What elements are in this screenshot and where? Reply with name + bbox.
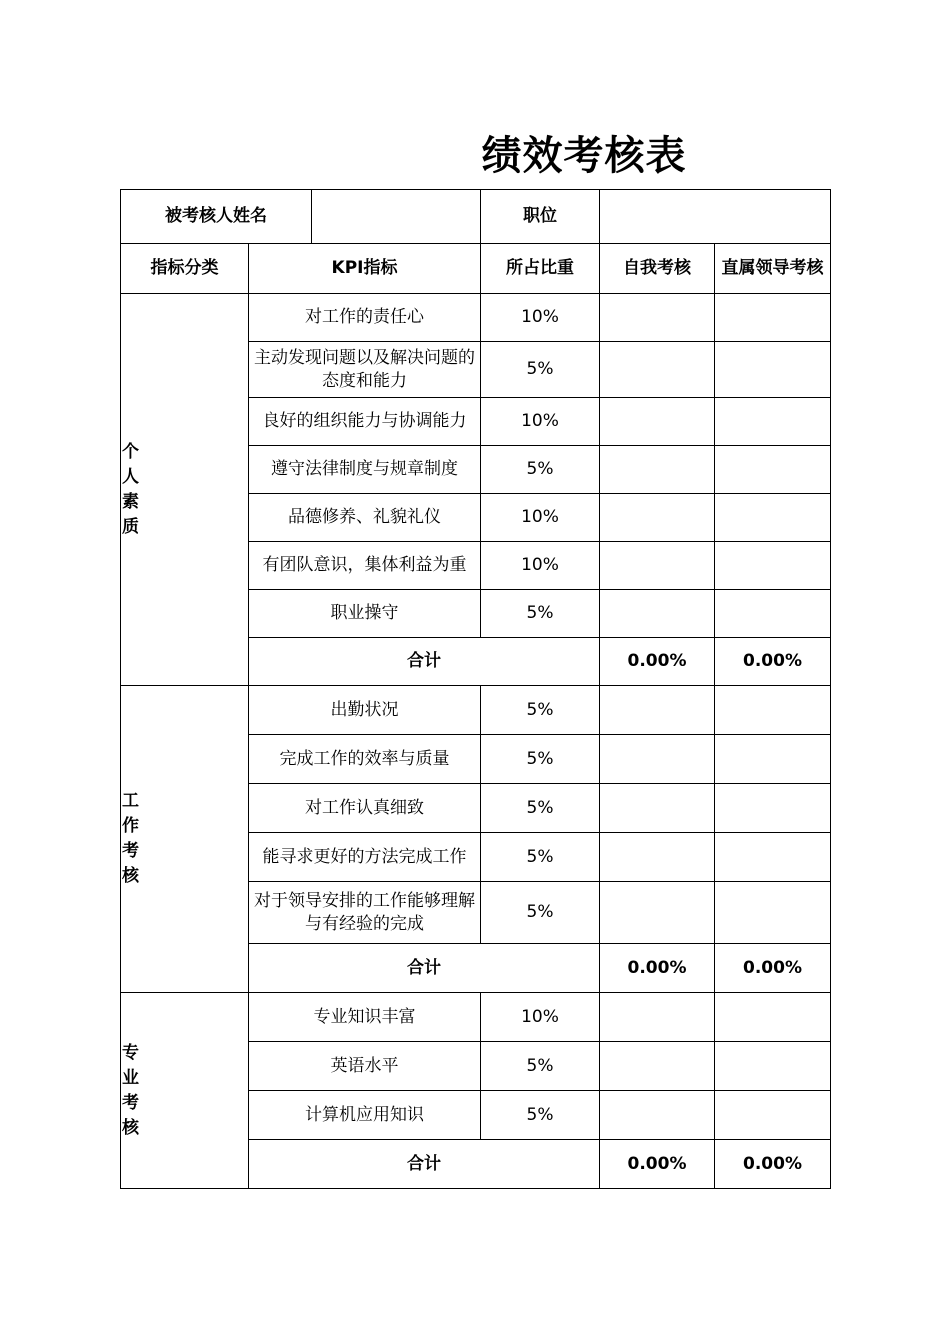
self-score-cell[interactable] [600, 1091, 715, 1140]
weight-cell: 10% [481, 542, 600, 590]
self-score-cell[interactable] [600, 833, 715, 882]
self-score-cell[interactable] [600, 542, 715, 590]
self-score-cell[interactable] [600, 342, 715, 398]
self-score-cell[interactable] [600, 446, 715, 494]
subtotal-self: 0.00% [600, 1140, 715, 1189]
leader-score-cell[interactable] [715, 833, 831, 882]
performance-table [120, 189, 831, 1189]
subtotal-label: 合计 [249, 944, 600, 993]
weight-cell: 5% [481, 590, 600, 638]
leader-score-cell[interactable] [715, 735, 831, 784]
category-work-assessment: 工作考核 [121, 686, 249, 993]
self-score-cell[interactable] [600, 735, 715, 784]
table-row [121, 993, 831, 1042]
subtotal-self: 0.00% [600, 638, 715, 686]
kpi-cell: 完成工作的效率与质量 [249, 735, 481, 784]
self-score-cell[interactable] [600, 494, 715, 542]
self-score-cell[interactable] [600, 882, 715, 944]
weight-cell: 5% [481, 735, 600, 784]
category-professional-assessment: 专业考核 [121, 993, 249, 1189]
leader-score-cell[interactable] [715, 542, 831, 590]
subtotal-label: 合计 [249, 638, 600, 686]
kpi-cell: 主动发现问题以及解决问题的态度和能力 [249, 342, 481, 398]
name-value-cell[interactable] [312, 190, 481, 244]
kpi-cell: 遵守法律制度与规章制度 [249, 446, 481, 494]
kpi-cell: 英语水平 [249, 1042, 481, 1091]
page-title: 绩效考核表 [481, 133, 687, 179]
weight-cell: 5% [481, 1042, 600, 1091]
kpi-cell: 有团队意识，集体利益为重 [249, 542, 481, 590]
self-score-cell[interactable] [600, 1042, 715, 1091]
leader-score-cell[interactable] [715, 1042, 831, 1091]
self-score-cell[interactable] [600, 590, 715, 638]
weight-cell: 5% [481, 446, 600, 494]
self-score-cell[interactable] [600, 993, 715, 1042]
info-row [121, 190, 831, 244]
leader-score-cell[interactable] [715, 294, 831, 342]
col-header-kpi: KPI指标 [249, 244, 481, 294]
subtotal-leader: 0.00% [715, 944, 831, 993]
leader-score-cell[interactable] [715, 993, 831, 1042]
col-header-leader: 直属领导考核 [715, 244, 831, 294]
leader-score-cell[interactable] [715, 494, 831, 542]
weight-cell: 5% [481, 686, 600, 735]
position-label: 职位 [481, 190, 600, 244]
weight-cell: 10% [481, 294, 600, 342]
subtotal-label: 合计 [249, 1140, 600, 1189]
leader-score-cell[interactable] [715, 398, 831, 446]
kpi-cell: 计算机应用知识 [249, 1091, 481, 1140]
position-value-cell[interactable] [600, 190, 831, 244]
self-score-cell[interactable] [600, 784, 715, 833]
table-row [121, 686, 831, 735]
leader-score-cell[interactable] [715, 446, 831, 494]
subtotal-leader: 0.00% [715, 638, 831, 686]
kpi-cell: 出勤状况 [249, 686, 481, 735]
weight-cell: 10% [481, 993, 600, 1042]
weight-cell: 5% [481, 882, 600, 944]
self-score-cell[interactable] [600, 294, 715, 342]
leader-score-cell[interactable] [715, 1091, 831, 1140]
kpi-cell: 职业操守 [249, 590, 481, 638]
weight-cell: 5% [481, 784, 600, 833]
kpi-cell: 对工作的责任心 [249, 294, 481, 342]
column-header-row [121, 244, 831, 294]
category-personal-quality: 个人素质 [121, 294, 249, 686]
subtotal-self: 0.00% [600, 944, 715, 993]
col-header-self: 自我考核 [600, 244, 715, 294]
leader-score-cell[interactable] [715, 686, 831, 735]
col-header-weight: 所占比重 [481, 244, 600, 294]
kpi-cell: 对工作认真细致 [249, 784, 481, 833]
weight-cell: 5% [481, 1091, 600, 1140]
kpi-cell: 专业知识丰富 [249, 993, 481, 1042]
leader-score-cell[interactable] [715, 590, 831, 638]
subtotal-leader: 0.00% [715, 1140, 831, 1189]
self-score-cell[interactable] [600, 686, 715, 735]
leader-score-cell[interactable] [715, 882, 831, 944]
kpi-cell: 品德修养、礼貌礼仪 [249, 494, 481, 542]
leader-score-cell[interactable] [715, 342, 831, 398]
col-header-category: 指标分类 [121, 244, 249, 294]
kpi-cell: 良好的组织能力与协调能力 [249, 398, 481, 446]
weight-cell: 10% [481, 494, 600, 542]
kpi-cell: 对于领导安排的工作能够理解与有经验的完成 [249, 882, 481, 944]
kpi-cell: 能寻求更好的方法完成工作 [249, 833, 481, 882]
self-score-cell[interactable] [600, 398, 715, 446]
weight-cell: 5% [481, 342, 600, 398]
weight-cell: 10% [481, 398, 600, 446]
name-label: 被考核人姓名 [121, 190, 312, 244]
weight-cell: 5% [481, 833, 600, 882]
leader-score-cell[interactable] [715, 784, 831, 833]
table-row [121, 294, 831, 342]
